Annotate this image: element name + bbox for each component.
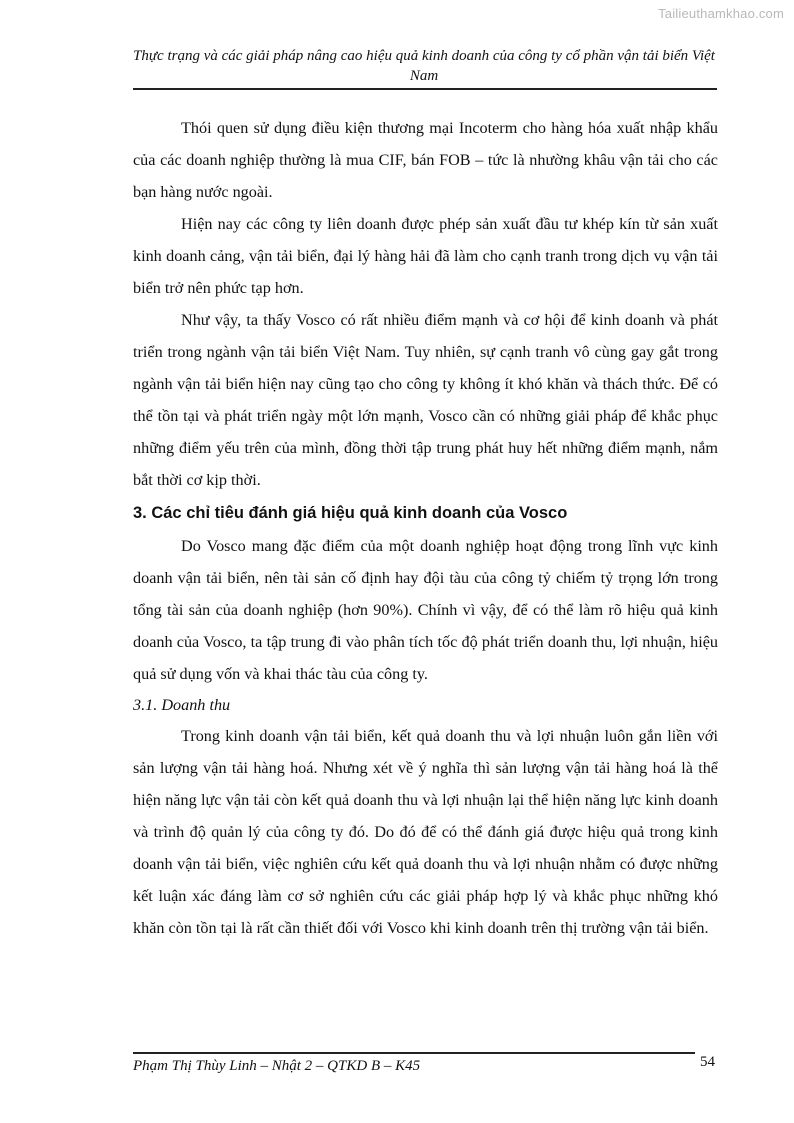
footer-divider [133,1052,695,1054]
section-3-1-paragraph: Trong kinh doanh vận tải biển, kết quả doanh thu và lợi nhuận luôn gắn liền với sản lượng vận tải hàng hoá. Nhưng xét về ý nghĩa thì sản lượng vận tải hàng hoá là thể hiện năng lực vận tải còn kết quả doanh thu và lợi nhuận lại thể hiện năng lực kinh doanh và trình độ quản lý của công ty đó. Do đó để có thể đánh giá được hiệu quả trong kinh doanh vận tải biển, việc nghiên cứu kết quả doanh thu và lợi nhuận nhằm có được những kết luận xác đáng làm cơ sở nghiên cứu các giải pháp hợp lý và khắc phục những khó khăn còn tồn tại là rất cần thiết đối với Vosco khi kinh doanh trên thị trường vận tải biển. [133,727,718,937]
page-body [133,112,718,944]
footer-author: Phạm Thị Thùy Linh – Nhật 2 – QTKD B – K45 [133,1058,421,1074]
header-divider [133,88,717,90]
section-3-1-heading: 3.1. Doanh thu [133,696,231,714]
watermark: Tailieuthamkhao.com [658,6,784,21]
section-3-paragraph: Do Vosco mang đặc điểm của một doanh nghiệp hoạt động trong lĩnh vực kinh doanh vận tải biển, nên tài sản cố định hay đội tàu của công tỷ chiếm tỷ trọng lớn trong tổng tài sản của doanh nghiệp (hơn 90%). Chính vì vậy, để có thể làm rõ hiệu quả kinh doanh của Vosco, ta tập trung đi vào phân tích tốc độ phát triển doanh thu, lợi nhuận, hiệu quả sử dụng vốn và khai thác tàu của công ty. [133,537,718,683]
paragraph-joint-ventures: Hiện nay các công ty liên doanh được phép sản xuất đầu tư khép kín từ sản xuất kinh doanh cảng, vận tải biển, đại lý hàng hải đã làm cho cạnh tranh trong dịch vụ vận tải biển trở nên phức tạp hơn. [133,215,718,297]
section-3-heading: 3. Các chỉ tiêu đánh giá hiệu quả kinh doanh của Vosco [133,504,568,522]
paragraph-conclusion: Như vậy, ta thấy Vosco có rất nhiều điểm mạnh và cơ hội để kinh doanh và phát triển trong ngành vận tải biển Việt Nam. Tuy nhiên, sự cạnh tranh vô cùng gay gắt trong ngành vận tải biển hiện nay cũng tạo cho công ty không ít khó khăn và thách thức. Để có thể tồn tại và phát triển ngày một lớn mạnh, Vosco cần có những giải pháp để khắc phục những điểm yếu trên của mình, đồng thời tập trung phát huy hết những điểm mạnh, nắm bắt thời cơ kịp thời. [133,311,718,489]
page-number: 54 [700,1054,715,1070]
page-header-title: Thực trạng và các giải pháp nâng cao hiệu quả kinh doanh của công ty cổ phần vận tải biển Việt Nam [133,48,715,84]
paragraph-incoterm: Thói quen sử dụng điều kiện thương mại Incoterm cho hàng hóa xuất nhập khẩu của các doanh nghiệp thường là mua CIF, bán FOB – tức là nhường khâu vận tải cho các bạn hàng nước ngoài. [133,119,718,201]
